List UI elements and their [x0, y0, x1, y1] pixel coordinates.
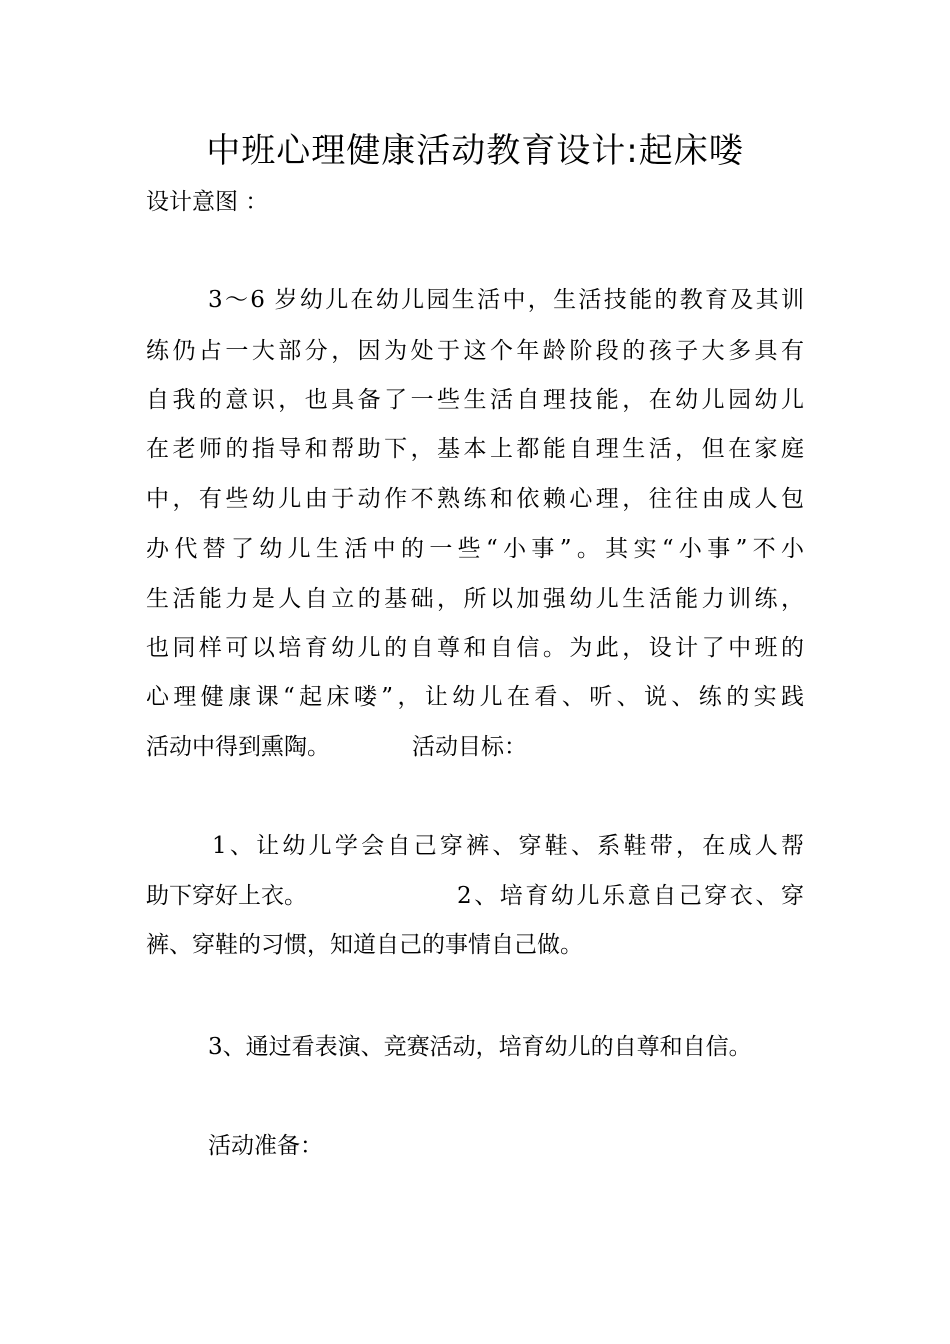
intro-last-line: 活动中得到熏陶。	[146, 734, 330, 760]
intro-line-7: 生活能力是人自立的基础，所以加强幼儿生活能力训练，	[146, 586, 804, 612]
goal-2-line-1: 2、培育幼儿乐意自己穿衣、穿	[457, 883, 804, 909]
goals-heading: 活动目标：	[412, 734, 527, 760]
intro-line-8: 也同样可以培育幼儿的自尊和自信。为此，设计了中班的	[146, 635, 804, 661]
design-intent-label: 设计意图 ：	[146, 189, 269, 215]
goal-1-line-2: 助下穿好上衣。	[146, 883, 307, 909]
goal-1-line-1: 1、让幼儿学会自己穿裤、穿鞋、系鞋带，在成人帮	[212, 833, 804, 859]
intro-line-4: 在老师的指导和帮助下，基本上都能自理生活，但在家庭	[146, 436, 804, 462]
intro-line-5: 中，有些幼儿由于动作不熟练和依赖心理，往往由成人包	[146, 486, 804, 512]
intro-line-6: 办代替了幼儿生活中的一些“小事”。其实“小事”不小	[146, 536, 804, 562]
intro-line-9: 心理健康课“起床喽”，让幼儿在看、听、说、练的实践	[146, 684, 804, 710]
document-title: 中班心理健康活动教育设计:起床喽	[206, 131, 744, 171]
intro-line-2: 练仍占一大部分，因为处于这个年龄阶段的孩子大多具有	[146, 338, 804, 364]
goal-2-line-2: 裤、穿鞋的习惯，知道自己的事情自己做。	[146, 932, 583, 958]
intro-line-3: 自我的意识，也具备了一些生活自理技能，在幼儿园幼儿	[146, 387, 804, 413]
intro-line-1: 3～6 岁幼儿在幼儿园生活中，生活技能的教育及其训	[208, 287, 804, 313]
goal-3: 3、通过看表演、竞赛活动，培育幼儿的自尊和自信。	[208, 1034, 752, 1060]
preparation-heading: 活动准备：	[208, 1133, 323, 1159]
